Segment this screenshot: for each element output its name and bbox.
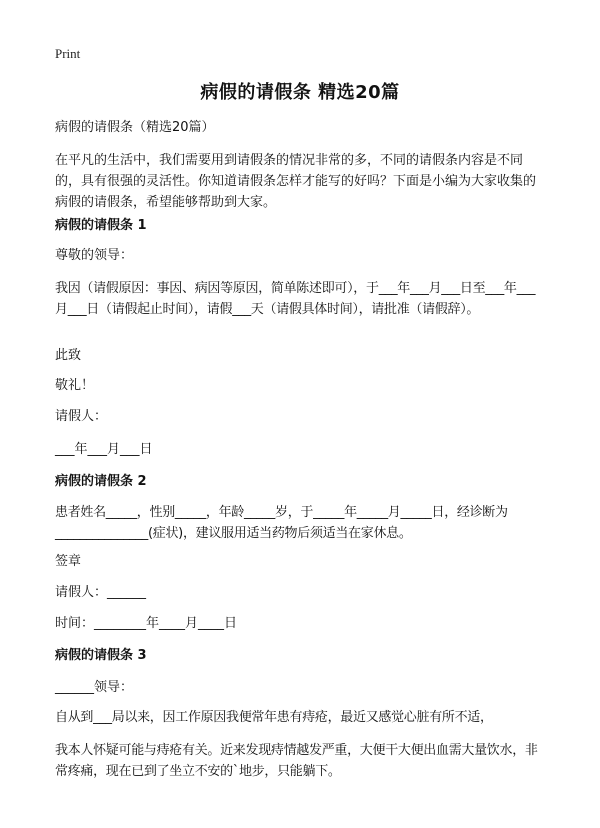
section2-body: 患者姓名_____，性别_____，年龄_____岁，于_____年_____月_____日，经诊断为_______________(症状)，建议服用适当药物后须适当在家休息。 <box>55 505 508 541</box>
section-heading-1: 病假的请假条 1 <box>55 218 147 233</box>
section1-body: 我因（请假原因：事因、病因等原因，简单陈述即可），于___年___月___日至___年___月___日（请假起止时间），请假___天（请假具体时间），请批准（请假辞）。 <box>55 281 536 317</box>
intro-paragraph: 在平凡的生活中，我们需要用到请假条的情况非常的多，不同的请假条内容是不同的，具有很强的灵活性。你知道请假条怎样才能写的好吗？下面是小编为大家收集的病假的请假条，希望能够帮助到大家。 <box>55 153 537 210</box>
section2-time: 时间：________年____月____日 <box>55 616 238 631</box>
section3-greeting: ______领导： <box>55 680 134 695</box>
page-title: 病假的请假条 精选20篇 <box>200 82 400 103</box>
section1-greeting: 尊敬的领导： <box>55 248 134 263</box>
print-link[interactable]: Print <box>55 46 81 61</box>
section1-closing-2: 敬礼！ <box>55 378 95 393</box>
section1-closing-1: 此致 <box>55 348 82 363</box>
section1-applicant: 请假人： <box>55 409 108 424</box>
section2-sign: 签章 <box>55 554 82 569</box>
section-heading-2: 病假的请假条 2 <box>55 474 147 489</box>
doc-subtitle: 病假的请假条（精选20篇） <box>55 120 215 135</box>
section3-line-2: 我本人怀疑可能与痔疮有关。近来发现痔情越发严重，大便干大便出血需大量饮水，非常疼痛，现在已到了坐立不安的`地步，只能躺下。 <box>55 743 538 779</box>
section-heading-3: 病假的请假条 3 <box>55 648 147 663</box>
section3-line-1: 自从到___局以来，因工作原因我便常年患有痔疮，最近又感觉心脏有所不适， <box>55 710 493 725</box>
section2-applicant: 请假人：______ <box>55 585 147 600</box>
section1-date: ___年___月___日 <box>55 442 153 457</box>
